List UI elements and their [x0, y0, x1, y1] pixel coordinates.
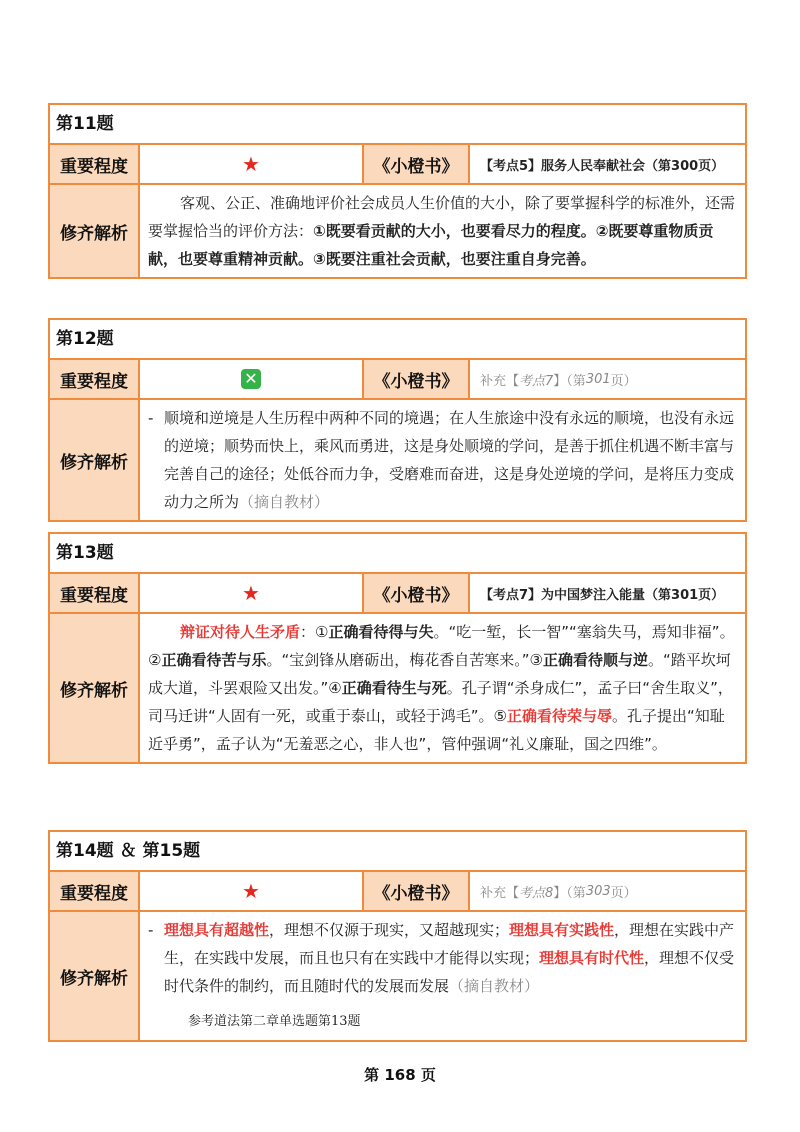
importance-label: 重要程度	[50, 574, 140, 612]
text-segment: ，理想不仅受时代条件的制约，而且随时代的发展而发展	[164, 949, 735, 995]
question-card-11	[48, 103, 747, 279]
importance-value	[140, 360, 364, 398]
ref-page: 301	[585, 371, 611, 387]
text-segment: ，理想不仅源于现实，又超越现实；	[269, 921, 510, 939]
source-note: （摘自教材）	[239, 493, 330, 511]
page-number: 第 168 页	[364, 1066, 436, 1084]
bold-segment: 正确看待生与死	[341, 679, 447, 697]
importance-row	[50, 872, 745, 912]
text-segment: 。“吃一堑，长一智”“塞翁失马，焉知非福”。②	[148, 623, 735, 669]
analysis-row	[50, 912, 745, 1040]
text-segment: 。“宝剑锋从磨砺出，梅花香自苦寒来。”③	[266, 651, 543, 669]
analysis-label: 修齐解析	[50, 614, 140, 762]
book-reference: 【考点7】为中国梦注入能量（第301页）	[480, 587, 725, 603]
ref-suffix: 页）	[610, 373, 637, 389]
handwritten-note: 参考道法第二章单选题第13题	[188, 1014, 361, 1029]
analysis-row	[50, 185, 745, 277]
ref-prefix: 补充【	[480, 373, 520, 389]
highlight-segment: 辩证对待人生矛盾	[180, 623, 301, 641]
source-note: （摘自教材）	[449, 977, 540, 995]
analysis-label: 修齐解析	[50, 185, 140, 277]
highlight-segment: 理想具有实践性	[509, 921, 615, 939]
ref-mid: 】（第	[553, 885, 586, 901]
text-segment: ，理想在实践中产生，在实践中发展，而且也只有在实践中才能得以实现；	[164, 921, 735, 967]
text-segment: 。孔子谓“杀身成仁”，孟子曰“舍生取义”，司马迁讲“人固有一死，或重于泰山，或轻于鸿毛”。⑤	[148, 679, 733, 725]
analysis-text	[140, 400, 745, 520]
importance-row	[50, 360, 745, 400]
bullet-dash: -	[148, 409, 154, 427]
analysis-text	[140, 912, 745, 1040]
book-label: 《小橙书》	[364, 872, 470, 910]
question-card-13	[48, 532, 747, 764]
card-title: 第13题	[50, 534, 745, 574]
bold-segment: 正确看待得与失	[328, 623, 434, 641]
importance-label: 重要程度	[50, 360, 140, 398]
importance-value	[140, 145, 364, 183]
star-icon: ★	[242, 581, 260, 605]
text-segment: ：①	[300, 623, 329, 641]
cross-mark-icon: ✕	[241, 369, 261, 389]
bold-segment: ①既要看贡献的大小，也要看尽力的程度。②既要尊重物质贡献，也要尊重精神贡献。③既要注重社会贡献，也要注重自身完善。	[148, 222, 714, 268]
analysis-text	[140, 614, 745, 762]
question-card-12	[48, 318, 747, 522]
question-card-14-15	[48, 830, 747, 1042]
highlight-segment: 理想具有时代性	[539, 949, 645, 967]
book-label: 《小橙书》	[364, 360, 470, 398]
importance-row	[50, 574, 745, 614]
bold-segment: 正确看待顺与逆	[542, 651, 648, 669]
analysis-row	[50, 614, 745, 762]
text-segment: 。孔子提出“知耻近乎勇”，孟子认为“无羞恶之心，非人也”，管仲强调“礼义廉耻，国之四维”。	[148, 707, 725, 753]
text-segment: 。“踏平坎坷成大道，斗罢艰险又出发。”④	[148, 651, 731, 697]
highlight-segment: 正确看待荣与辱	[507, 707, 613, 725]
analysis-row	[50, 400, 745, 520]
highlight-segment: 理想具有超越性	[164, 921, 270, 939]
star-icon: ★	[242, 879, 260, 903]
bullet-dash: -	[148, 921, 154, 939]
importance-label: 重要程度	[50, 872, 140, 910]
ref-mid: 】（第	[553, 373, 586, 389]
importance-label: 重要程度	[50, 145, 140, 183]
card-title: 第12题	[50, 320, 745, 360]
analysis-text	[140, 185, 745, 277]
book-label: 《小橙书》	[364, 574, 470, 612]
importance-row	[50, 145, 745, 185]
card-title: 第11题	[50, 105, 745, 145]
bold-segment: 正确看待苦与乐	[161, 651, 267, 669]
card-title: 第14题 ＆ 第15题	[50, 832, 745, 872]
book-reference: 【考点5】服务人民奉献社会（第300页）	[480, 158, 725, 174]
ref-point: 考点7	[519, 373, 554, 389]
ref-suffix: 页）	[610, 885, 637, 901]
ref-point: 考点8	[519, 885, 554, 901]
importance-value	[140, 574, 364, 612]
analysis-label: 修齐解析	[50, 400, 140, 520]
text-segment: 客观、公正、准确地评价社会成员人生价值的大小，除了要掌握科学的标准外，还需要掌握恰当的评价方法：	[148, 194, 736, 240]
ref-prefix: 补充【	[480, 885, 520, 901]
book-reference	[470, 872, 745, 910]
ref-page: 303	[585, 883, 611, 899]
book-label: 《小橙书》	[364, 145, 470, 183]
analysis-label: 修齐解析	[50, 912, 140, 1040]
importance-value	[140, 872, 364, 910]
star-icon: ★	[242, 152, 260, 176]
text-segment: 顺境和逆境是人生历程中两种不同的境遇；在人生旅途中没有永远的顺境，也没有永远的逆境；顺势而快上，乘风而勇进，这是身处顺境的学问，是善于抓住机遇不断丰富与完善自己的途径；处低谷而力争，受磨难而奋进，这是身处逆境的学问，是将压力变成动力之所为	[164, 409, 735, 511]
book-reference	[470, 360, 745, 398]
